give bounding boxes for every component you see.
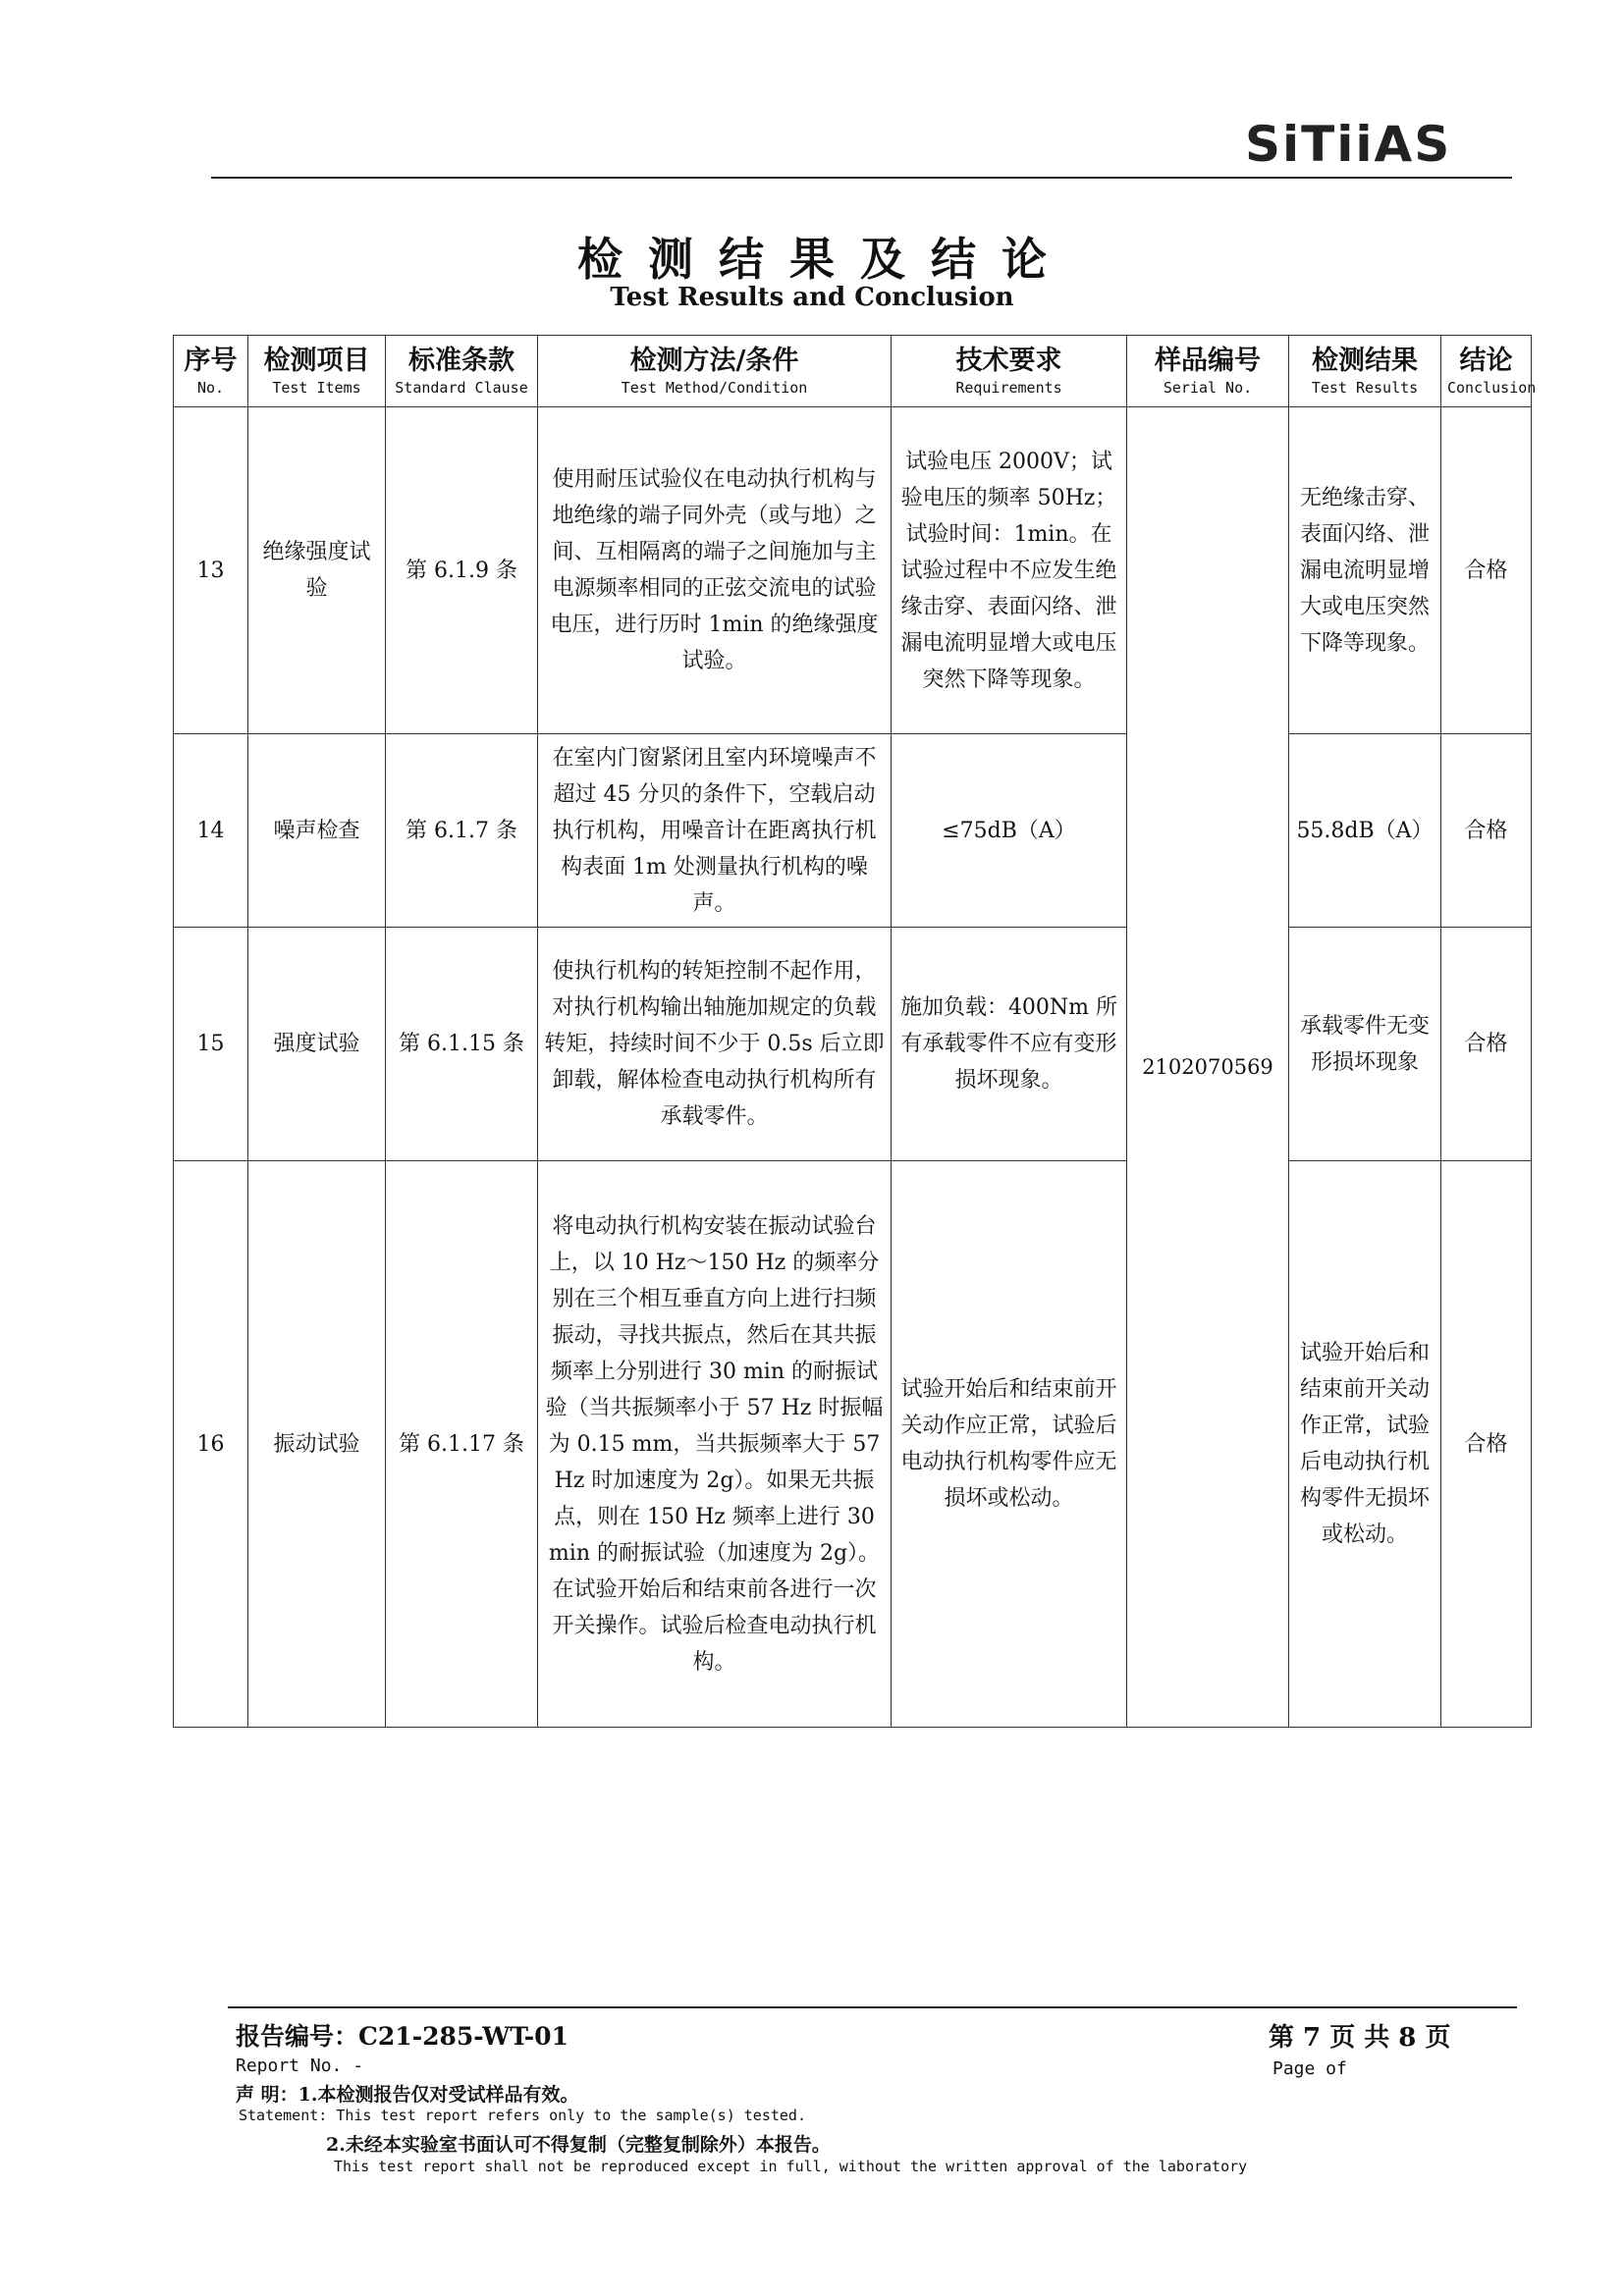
header-rule xyxy=(211,177,1512,179)
page-title-en: Test Results and Conclusion xyxy=(610,283,1014,312)
cell-requirement: ≤75dB（A） xyxy=(892,734,1127,928)
results-table xyxy=(173,335,1537,1728)
col-header-no: 序号 No. xyxy=(174,336,248,407)
declaration-2: 2.未经本实验室书面认可不得复制（完整复制除外）本报告。 xyxy=(326,2134,831,2156)
col-header-serial: 样品编号 Serial No. xyxy=(1127,336,1289,407)
cell-no: 14 xyxy=(174,734,248,928)
cell-method: 使执行机构的转矩控制不起作用，对执行机构输出轴施加规定的负载转矩，持续时间不少于 0.5s 后立即卸载，解体检查电动执行机构所有承载零件。 xyxy=(538,928,892,1161)
col-header-item: 检测项目 Test Items xyxy=(248,336,386,407)
cell-item: 振动试验 xyxy=(248,1161,386,1728)
table-row xyxy=(174,734,1532,928)
page-title-cn: 检测结果及结论 xyxy=(577,233,1072,286)
cell-no: 16 xyxy=(174,1161,248,1728)
cell-requirement: 试验电压 2000V；试验电压的频率 50Hz；试验时间：1min。在试验过程中不应发生绝缘击穿、表面闪络、泄漏电流明显增大或电压突然下降等现象。 xyxy=(892,407,1127,734)
cell-method: 将电动执行机构安装在振动试验台上，以 10 Hz～150 Hz 的频率分别在三个相互垂直方向上进行扫频振动，寻找共振点，然后在其共振频率上分别进行 30 min 的耐振试验（当共振频率小于 57 Hz 时振幅为 0.15 mm，当共振频率大于 57 Hz 时加速度为 2g）。如果无共振点，则在 150 Hz 频率上进行 30 min 的耐振试验（加速度为 2g）。在试验开始后和结束前各进行一次开关操作。试验后检查电动执行机构。 xyxy=(538,1161,892,1728)
cell-conclusion: 合格 xyxy=(1441,407,1532,734)
col-header-result: 检测结果 Test Results xyxy=(1289,336,1441,407)
statement-1-en: Statement: This test report refers only to the sample(s) tested. xyxy=(239,2107,806,2124)
table-row xyxy=(174,928,1532,1161)
cell-result: 承载零件无变形损坏现象 xyxy=(1289,928,1441,1161)
table-row xyxy=(174,407,1532,734)
company-logo: SiTiiAS xyxy=(1245,116,1452,173)
col-header-requirement: 技术要求 Requirements xyxy=(892,336,1127,407)
cell-method: 使用耐压试验仪在电动执行机构与地绝缘的端子同外壳（或与地）之间、互相隔离的端子之间施加与主电源频率相同的正弦交流电的试验电压，进行历时 1min 的绝缘强度试验。 xyxy=(538,407,892,734)
cell-clause: 第 6.1.17 条 xyxy=(386,1161,538,1728)
page-number-en: Page of xyxy=(1272,2058,1347,2079)
cell-no: 15 xyxy=(174,928,248,1161)
report-number-en: Report No. - xyxy=(236,2056,364,2076)
report-number: 报告编号：C21-285-WT-01 xyxy=(236,2022,568,2051)
cell-conclusion: 合格 xyxy=(1441,1161,1532,1728)
cell-clause: 第 6.1.15 条 xyxy=(386,928,538,1161)
cell-result: 55.8dB（A） xyxy=(1289,734,1441,928)
cell-requirement: 施加负载：400Nm 所有承载零件不应有变形损坏现象。 xyxy=(892,928,1127,1161)
cell-item: 强度试验 xyxy=(248,928,386,1161)
table-row xyxy=(174,1161,1532,1728)
declaration-1: 声 明：1.本检测报告仅对受试样品有效。 xyxy=(236,2084,579,2106)
cell-conclusion: 合格 xyxy=(1441,928,1532,1161)
col-header-conclusion: 结论 Conclusion xyxy=(1441,336,1532,407)
cell-result: 无绝缘击穿、表面闪络、泄漏电流明显增大或电压突然下降等现象。 xyxy=(1289,407,1441,734)
page-number: 第 7 页 共 8 页 xyxy=(1269,2023,1451,2053)
cell-result: 试验开始后和结束前开关动作正常，试验后电动执行机构零件无损坏或松动。 xyxy=(1289,1161,1441,1728)
table-header-row xyxy=(174,336,1532,407)
cell-clause: 第 6.1.9 条 xyxy=(386,407,538,734)
cell-item: 噪声检查 xyxy=(248,734,386,928)
cell-clause: 第 6.1.7 条 xyxy=(386,734,538,928)
cell-conclusion: 合格 xyxy=(1441,734,1532,928)
col-header-clause: 标准条款 Standard Clause xyxy=(386,336,538,407)
statement-2-en: This test report shall not be reproduced except in full, without the written approval of the laboratory xyxy=(334,2158,1248,2175)
col-header-method: 检测方法/条件 Test Method/Condition xyxy=(538,336,892,407)
cell-serial-no: 2102070569 xyxy=(1127,407,1289,1728)
cell-item: 绝缘强度试验 xyxy=(248,407,386,734)
footer-rule xyxy=(228,2006,1517,2008)
cell-requirement: 试验开始后和结束前开关动作应正常，试验后电动执行机构零件应无损坏或松动。 xyxy=(892,1161,1127,1728)
cell-no: 13 xyxy=(174,407,248,734)
cell-method: 在室内门窗紧闭且室内环境噪声不超过 45 分贝的条件下，空载启动执行机构，用噪音计在距离执行机构表面 1m 处测量执行机构的噪声。 xyxy=(538,734,892,928)
